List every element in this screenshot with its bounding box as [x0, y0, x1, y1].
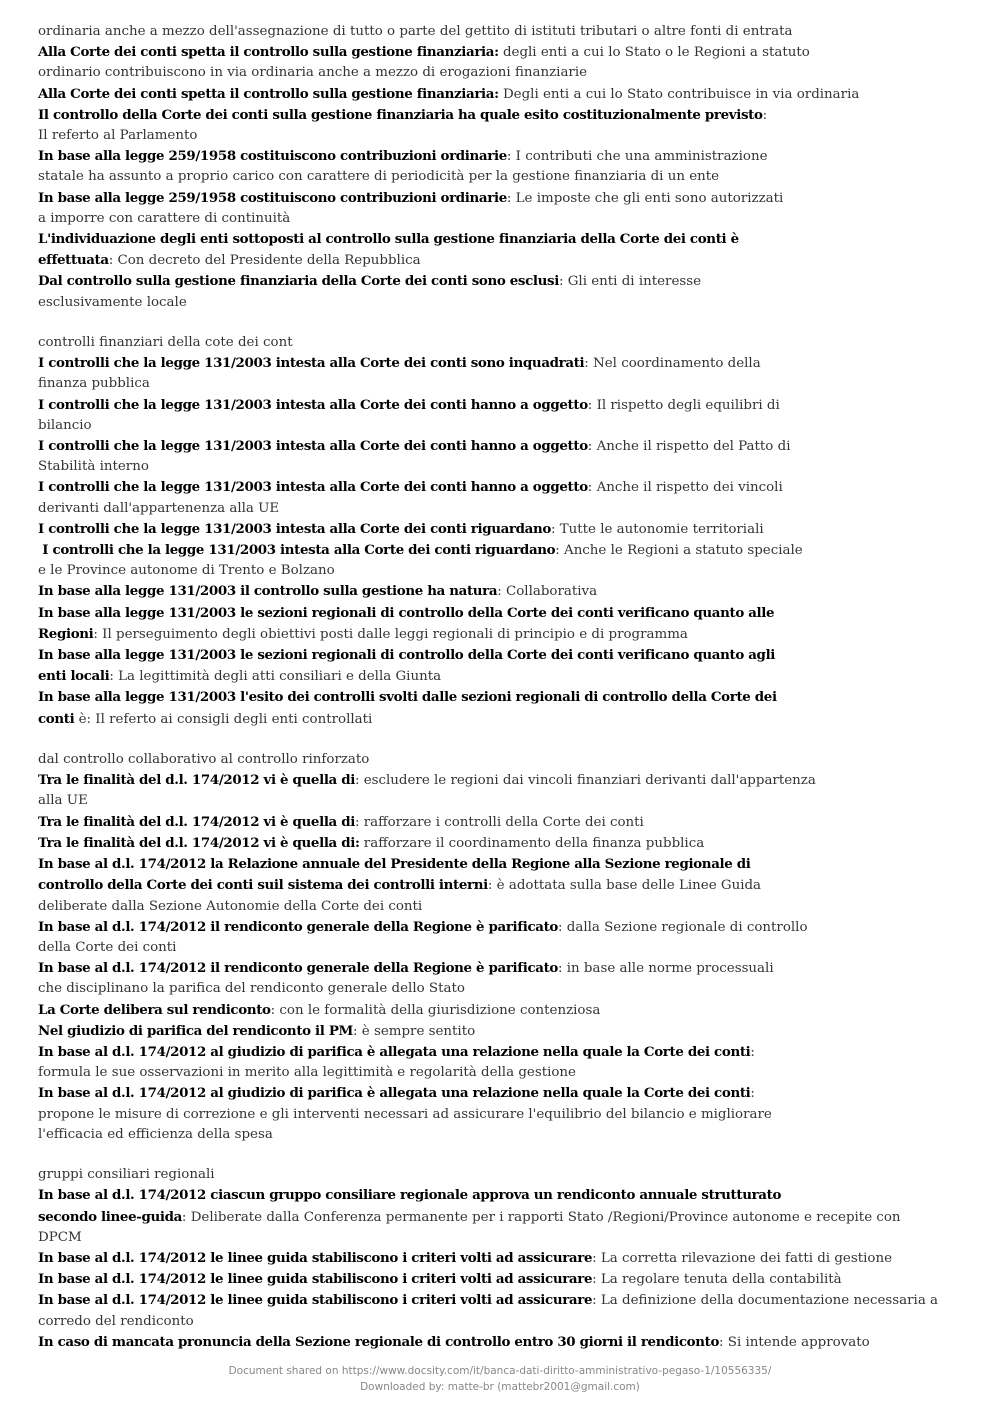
text-line — [38, 1105, 938, 1125]
answer-text: Degli enti a cui lo Stato contribuisce in via ordinaria — [498, 86, 860, 102]
question-text: In base al d.l. 174/2012 le linee guida stabiliscono i criteri volti ad assicurare — [38, 1292, 593, 1309]
text-line — [38, 22, 938, 42]
answer-text: bilancio — [38, 417, 92, 433]
text-line — [38, 709, 938, 730]
text-line — [38, 603, 938, 624]
text-line — [38, 1021, 938, 1042]
answer-text: : Si intende approvato — [719, 1334, 870, 1350]
text-line — [38, 791, 938, 811]
answer-text: : Gli enti di interesse — [558, 274, 702, 290]
text-line — [38, 457, 938, 477]
answer-text: : I contributi che una amministrazione — [506, 149, 768, 165]
answer-text: è: Il referto ai consigli degli enti controllati — [74, 711, 373, 727]
footer-shared-line: Document shared on https://www.docsity.com/it/banca-dati-diritto-amministrativo-pegaso-1/10556335/ — [228, 1365, 772, 1377]
answer-text: degli enti a cui lo Stato o le Regioni a statuto — [498, 45, 810, 61]
answer-text: : Le imposte che gli enti sono autorizzati — [506, 190, 784, 206]
answer-text: : La corretta rilevazione dei fatti di gestione — [592, 1250, 892, 1266]
text-line — [38, 1228, 938, 1248]
docsity-footer — [0, 1363, 1000, 1395]
question-text: I controlli che la legge 131/2003 intesta alla Corte dei conti hanno a oggetto — [38, 396, 588, 413]
answer-text: : La regolare tenuta della contabilità — [592, 1272, 842, 1288]
paragraph-gap — [38, 313, 938, 333]
text-line — [38, 897, 938, 917]
answer-text: che disciplinano la parifica del rendiconto generale dello Stato — [38, 981, 465, 997]
text-line — [38, 146, 938, 167]
paragraph-gap — [38, 730, 938, 750]
answer-text: derivanti dall'appartenenza alla UE — [38, 500, 280, 516]
question-text: enti locali — [38, 668, 110, 685]
text-line — [38, 1000, 938, 1021]
question-text: In base al d.l. 174/2012 al giudizio di parifica è allegata una relazione nella quale la Corte dei conti — [38, 1043, 751, 1060]
question-text: In base al d.l. 174/2012 le linee guida stabiliscono i criteri volti ad assicurare — [38, 1249, 593, 1266]
answer-text: : dalla Sezione regionale di controllo — [558, 919, 808, 935]
question-text: I controlli che la legge 131/2003 intesta alla Corte dei conti sono inquadrati — [38, 355, 585, 372]
text-line — [38, 812, 938, 833]
text-line — [38, 1165, 938, 1185]
answer-text: : rafforzare i controlli della Corte dei conti — [354, 814, 644, 830]
question-text: I controlli che la legge 131/2003 intesta alla Corte dei conti riguardano — [38, 520, 551, 537]
answer-text: gruppi consiliari regionali — [38, 1167, 215, 1183]
answer-text: statale ha assunto a proprio carico con carattere di periodicità per la gestione finanziaria di un ente — [38, 169, 720, 185]
text-line — [38, 395, 938, 416]
answer-text: : — [762, 107, 768, 123]
answer-text: : escludere le regioni dai vincoli finanziari derivanti dall'appartenza — [354, 773, 816, 789]
text-line — [38, 1312, 938, 1332]
question-text: In base alla legge 131/2003 il controllo sulla gestione ha natura — [38, 583, 498, 600]
question-text: L'individuazione degli enti sottoposti al controllo sulla gestione finanziaria della Corte dei conti è — [38, 231, 739, 248]
text-line — [38, 1125, 938, 1145]
answer-text: ordinario contribuiscono in via ordinaria anche a mezzo di erogazioni finanziarie — [38, 65, 588, 81]
question-text: I controlli che la legge 131/2003 intesta alla Corte dei conti hanno a oggetto — [38, 479, 588, 496]
text-line — [38, 499, 938, 519]
text-line — [38, 167, 938, 187]
text-line — [38, 938, 938, 958]
answer-text: : è adottata sulla base delle Linee Guida — [487, 878, 762, 894]
question-text: In base alla legge 259/1958 costituiscono contribuzioni ordinarie — [38, 148, 507, 165]
text-line — [38, 126, 938, 146]
text-line — [38, 63, 938, 83]
text-line — [38, 229, 938, 250]
answer-text: : La legittimità degli atti consiliari e della Giunta — [109, 669, 442, 685]
text-line — [38, 540, 938, 561]
answer-text: alla UE — [38, 793, 88, 809]
answer-text: : Con decreto del Presidente della Repubblica — [108, 253, 421, 269]
question-text: In base al d.l. 174/2012 il rendiconto generale della Regione è parificato — [38, 960, 558, 977]
text-line — [38, 374, 938, 394]
text-line — [38, 581, 938, 602]
text-line — [38, 875, 938, 896]
answer-text: : Nel coordinamento della — [584, 356, 761, 372]
answer-text: : Il rispetto degli equilibri di — [587, 397, 780, 413]
document-body — [38, 22, 938, 1353]
text-line — [38, 416, 938, 436]
question-text: Dal controllo sulla gestione finanziaria della Corte dei conti sono esclusi — [38, 273, 559, 290]
text-line — [38, 750, 938, 770]
answer-text: Stabilità interno — [38, 459, 149, 475]
answer-text: esclusivamente locale — [38, 294, 187, 310]
answer-text: controlli finanziari della cote dei cont — [38, 335, 293, 351]
text-line — [38, 666, 938, 687]
text-line — [38, 645, 938, 666]
answer-text: : — [750, 1044, 755, 1060]
answer-text: : Collaborativa — [497, 584, 598, 600]
answer-text: e le Province autonome di Trento e Bolzano — [38, 563, 335, 579]
answer-text: : Anche il rispetto dei vincoli — [587, 480, 783, 496]
text-line — [38, 979, 938, 999]
question-text: Il controllo della Corte dei conti sulla gestione finanziaria ha quale esito costituzionalmente previsto — [38, 106, 763, 123]
answer-text: : è sempre sentito — [353, 1023, 476, 1039]
question-text: Alla Corte dei conti spetta il controllo sulla gestione finanziaria: — [38, 44, 499, 61]
question-text: Alla Corte dei conti spetta il controllo sulla gestione finanziaria: — [38, 85, 499, 102]
answer-text: DPCM — [38, 1229, 82, 1245]
answer-text: : Anche il rispetto del Patto di — [587, 439, 791, 455]
text-line — [38, 250, 938, 271]
question-text: La Corte delibera sul rendiconto — [38, 1001, 271, 1018]
question-text: In base alla legge 131/2003 l'esito dei controlli svolti dalle sezioni regionali di controllo della Corte dei — [38, 689, 777, 706]
question-text: effettuata — [38, 252, 109, 269]
answer-text: : La definizione della documentazione necessaria a — [592, 1293, 939, 1309]
text-line — [38, 105, 938, 126]
question-text: In base al d.l. 174/2012 il rendiconto generale della Regione è parificato — [38, 918, 558, 935]
question-text: In base al d.l. 174/2012 la Relazione annuale del Presidente della Regione alla Sezione regionale di — [38, 856, 751, 873]
text-line — [38, 42, 938, 63]
answer-text: : Tutte le autonomie territoriali — [550, 521, 764, 537]
question-text: In caso di mancata pronuncia della Sezione regionale di controllo entro 30 giorni il rendiconto — [38, 1333, 720, 1350]
answer-text: propone le misure di correzione e gli interventi necessari ad assicurare l'equilibrio del bilancio e migliorare — [38, 1106, 772, 1122]
question-text: Nel giudizio di parifica del rendiconto il PM — [38, 1022, 354, 1039]
question-text: Regioni — [38, 625, 94, 642]
question-text: conti — [38, 710, 75, 727]
question-text: Tra le finalità del d.l. 174/2012 vi è quella di: — [38, 834, 360, 851]
question-text: secondo linee-guida — [38, 1208, 182, 1225]
answer-text: formula le sue osservazioni in merito alla legittimità e regolarità della gestione — [38, 1065, 576, 1081]
question-text: In base alla legge 131/2003 le sezioni regionali di controllo della Corte dei conti verificano quanto alle — [38, 604, 775, 621]
text-line — [38, 1290, 938, 1311]
text-line — [38, 687, 938, 708]
text-line — [38, 293, 938, 313]
answer-text: : — [750, 1086, 755, 1102]
answer-text: dal controllo collaborativo al controllo rinforzato — [38, 752, 370, 768]
text-line — [38, 561, 938, 581]
question-text: controllo della Corte dei conti suil sistema dei controlli interni — [38, 877, 488, 894]
text-line — [38, 1063, 938, 1083]
answer-text: della Corte dei conti — [38, 939, 177, 955]
answer-text: : Anche le Regioni a statuto speciale — [555, 543, 803, 559]
answer-text: : con le formalità della giurisdizione contenziosa — [270, 1002, 601, 1018]
text-line — [38, 209, 938, 229]
text-line — [38, 1248, 938, 1269]
text-line — [38, 958, 938, 979]
text-line — [38, 333, 938, 353]
answer-text: rafforzare il coordinamento della finanza pubblica — [359, 835, 705, 851]
text-line — [38, 353, 938, 374]
answer-text: l'efficacia ed efficienza della spesa — [38, 1126, 273, 1142]
answer-text: Il referto al Parlamento — [38, 128, 198, 144]
footer-downloaded-line: Downloaded by: matte-br (mattebr2001@gmail.com) — [360, 1381, 640, 1393]
question-text: Tra le finalità del d.l. 174/2012 vi è quella di — [38, 772, 355, 789]
text-line — [38, 1083, 938, 1104]
text-line — [38, 271, 938, 292]
text-line — [38, 84, 938, 105]
text-line — [38, 1332, 938, 1353]
text-line — [38, 833, 938, 854]
question-text: In base alla legge 259/1958 costituiscono contribuzioni ordinarie — [38, 189, 507, 206]
paragraph-gap — [38, 1145, 938, 1165]
text-line — [38, 519, 938, 540]
text-line — [38, 770, 938, 791]
question-text: I controlli che la legge 131/2003 intesta alla Corte dei conti hanno a oggetto — [38, 438, 588, 455]
text-line — [38, 1269, 938, 1290]
answer-text: finanza pubblica — [38, 376, 150, 392]
answer-text: corredo del rendiconto — [38, 1313, 194, 1329]
question-text: In base al d.l. 174/2012 ciascun gruppo consiliare regionale approva un rendiconto annuale strutturato — [38, 1187, 782, 1204]
question-text: In base al d.l. 174/2012 le linee guida stabiliscono i criteri volti ad assicurare — [38, 1271, 593, 1288]
text-line — [38, 477, 938, 498]
text-line — [38, 1207, 938, 1228]
text-line — [38, 188, 938, 209]
answer-text: : Deliberate dalla Conferenza permanente per i rapporti Stato /Regioni/Province autonome e recepite con — [181, 1209, 901, 1225]
question-text: I controlli che la legge 131/2003 intesta alla Corte dei conti riguardano — [38, 542, 556, 559]
text-line — [38, 436, 938, 457]
question-text: In base alla legge 131/2003 le sezioni regionali di controllo della Corte dei conti verificano quanto agli — [38, 647, 776, 664]
answer-text: deliberate dalla Sezione Autonomie della Corte dei conti — [38, 898, 423, 914]
question-text: Tra le finalità del d.l. 174/2012 vi è quella di — [38, 813, 355, 830]
answer-text: : in base alle norme processuali — [558, 961, 774, 977]
text-line — [38, 624, 938, 645]
text-line — [38, 917, 938, 938]
text-line — [38, 854, 938, 875]
answer-text: ordinaria anche a mezzo dell'assegnazione di tutto o parte del gettito di istituti tributari o altre fonti di entrata — [38, 24, 793, 39]
answer-text: a imporre con carattere di continuità — [38, 210, 291, 226]
answer-text: : Il perseguimento degli obiettivi posti dalle leggi regionali di principio e di programma — [93, 626, 688, 642]
question-text: In base al d.l. 174/2012 al giudizio di parifica è allegata una relazione nella quale la Corte dei conti — [38, 1085, 751, 1102]
text-line — [38, 1185, 938, 1206]
text-line — [38, 1042, 938, 1063]
